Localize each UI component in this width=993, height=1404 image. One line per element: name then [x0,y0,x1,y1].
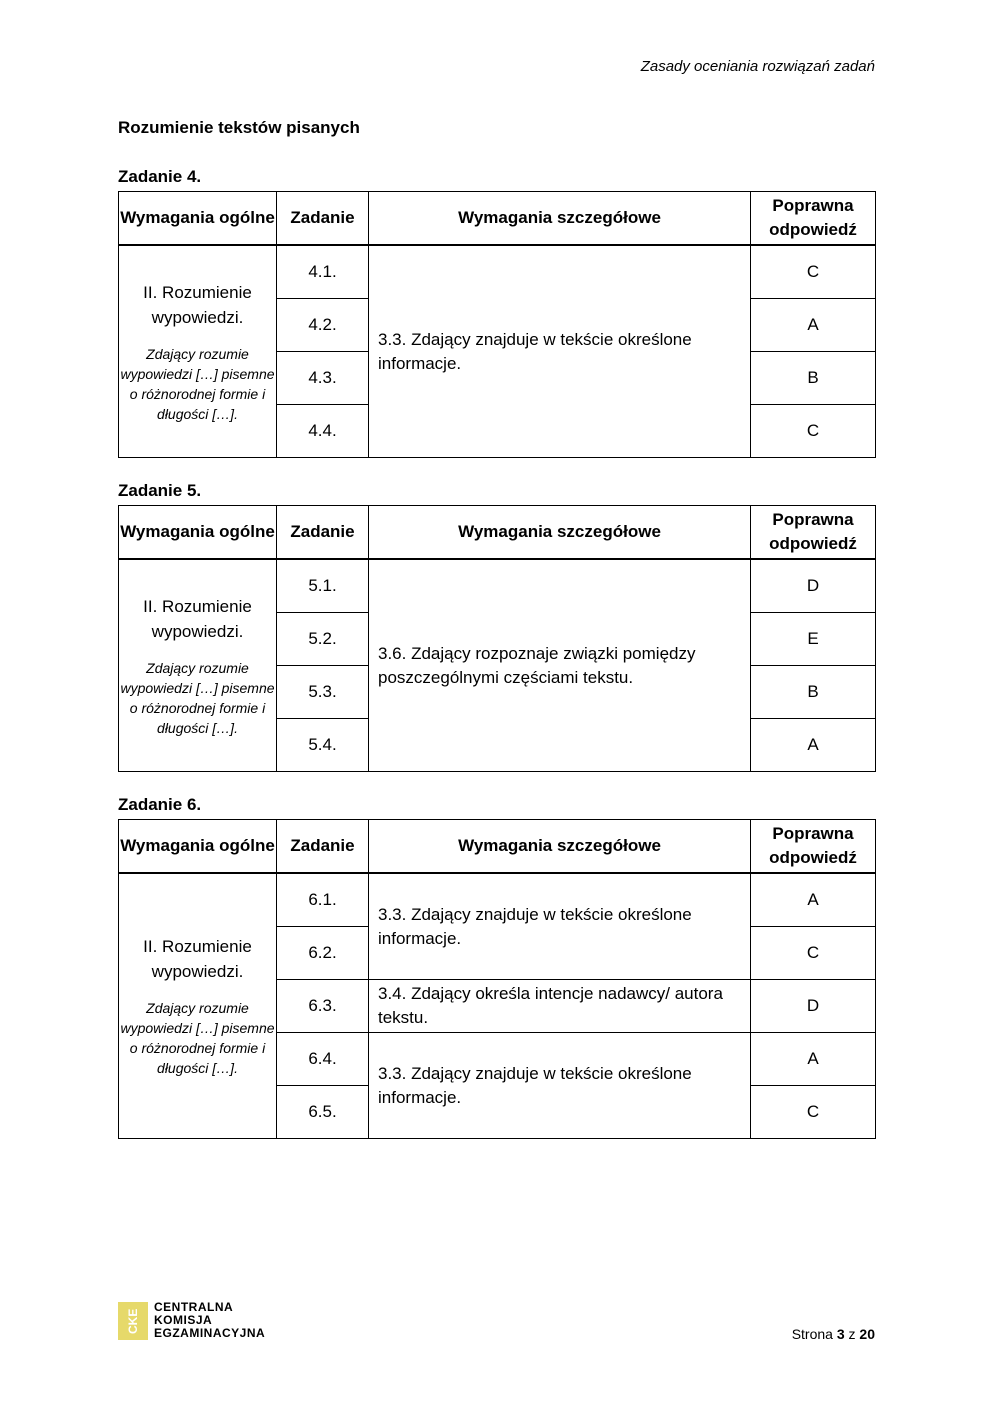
answer: C [751,405,876,458]
detailed-requirement: 3.3. Zdający znajduje w tekście określone informacje. [369,873,751,980]
task-id: 6.1. [277,873,369,927]
answer: A [751,1033,876,1086]
task-title-4: Zadanie 4. [118,167,202,186]
page-current: 3 [836,1326,845,1342]
answer: A [751,299,876,352]
answer: B [751,352,876,405]
general-requirement-sub: Zdający rozumie wypowiedzi […] pisemne o różnorodnej formie i długości […]. [120,659,275,736]
answer: A [751,873,876,927]
task-id: 4.1. [277,245,369,299]
task-id: 4.4. [277,405,369,458]
general-requirement-main: II. Rozumienie wypowiedzi. [143,282,252,327]
general-requirement-sub: Zdający rozumie wypowiedzi […] pisemne o różnorodnej formie i długości […]. [120,345,275,422]
logo-text [154,1301,265,1340]
table-task-5 [118,505,876,772]
detailed-requirement: 3.4. Zdający określa intencje nadawcy/ autora tekstu. [369,980,751,1033]
task-id: 6.5. [277,1086,369,1139]
general-requirement-cell [119,873,277,1139]
detailed-requirement: 3.6. Zdający rozpoznaje związki pomiędzy poszczególnymi częściami tekstu. [369,559,751,772]
table-row [119,245,876,299]
col-header-task: Zadanie [277,820,369,874]
answer: A [751,719,876,772]
col-header-general: Wymagania ogólne [119,192,277,246]
col-header-answer: Poprawna odpowiedź [751,192,876,246]
col-header-task: Zadanie [277,192,369,246]
detailed-requirement: 3.3. Zdający znajduje w tekście określone informacje. [369,245,751,458]
answer: D [751,559,876,613]
task-id: 6.2. [277,927,369,980]
task-id: 4.3. [277,352,369,405]
col-header-answer: Poprawna odpowiedź [751,820,876,874]
section-title: Rozumienie tekstów pisanych [118,118,360,137]
task-id: 6.3. [277,980,369,1033]
task-id: 5.2. [277,613,369,666]
col-header-detailed: Wymagania szczegółowe [369,820,751,874]
answer: B [751,666,876,719]
logo-line: KOMISJA [154,1313,213,1327]
cke-logo [118,1301,265,1340]
col-header-general: Wymagania ogólne [119,820,277,874]
general-requirement-cell [119,559,277,772]
page-number [792,1326,875,1342]
task-id: 5.1. [277,559,369,613]
logo-line: CENTRALNA [154,1300,234,1314]
general-requirement-main: II. Rozumienie wypowiedzi. [143,596,252,641]
header-title: Zasady oceniania rozwiązań zadań [640,58,875,75]
general-requirement-cell [119,245,277,458]
col-header-detailed: Wymagania szczegółowe [369,506,751,560]
table-task-4 [118,191,876,458]
table-row [119,559,876,613]
answer: C [751,1086,876,1139]
general-requirement-main: II. Rozumienie wypowiedzi. [143,937,252,981]
table-task-6 [118,819,876,1139]
col-header-task: Zadanie [277,506,369,560]
col-header-detailed: Wymagania szczegółowe [369,192,751,246]
answer: C [751,245,876,299]
task-title-5: Zadanie 5. [118,481,202,500]
page-sep: z [848,1326,856,1342]
page-total: 20 [859,1326,875,1342]
table-row [119,873,876,927]
task-id: 4.2. [277,299,369,352]
detailed-requirement: 3.3. Zdający znajduje w tekście określone informacje. [369,1033,751,1139]
task-id: 6.4. [277,1033,369,1086]
answer: E [751,613,876,666]
answer: C [751,927,876,980]
general-requirement-sub: Zdający rozumie wypowiedzi […] pisemne o różnorodnej formie i długości […]. [120,1000,275,1076]
logo-mark-icon: CKE [118,1302,148,1340]
task-id: 5.3. [277,666,369,719]
task-id: 5.4. [277,719,369,772]
col-header-general: Wymagania ogólne [119,506,277,560]
logo-line: EGZAMINACYJNA [154,1326,266,1340]
task-title-6: Zadanie 6. [118,795,202,814]
answer: D [751,980,876,1033]
col-header-answer: Poprawna odpowiedź [751,506,876,560]
page-prefix: Strona [791,1326,833,1342]
